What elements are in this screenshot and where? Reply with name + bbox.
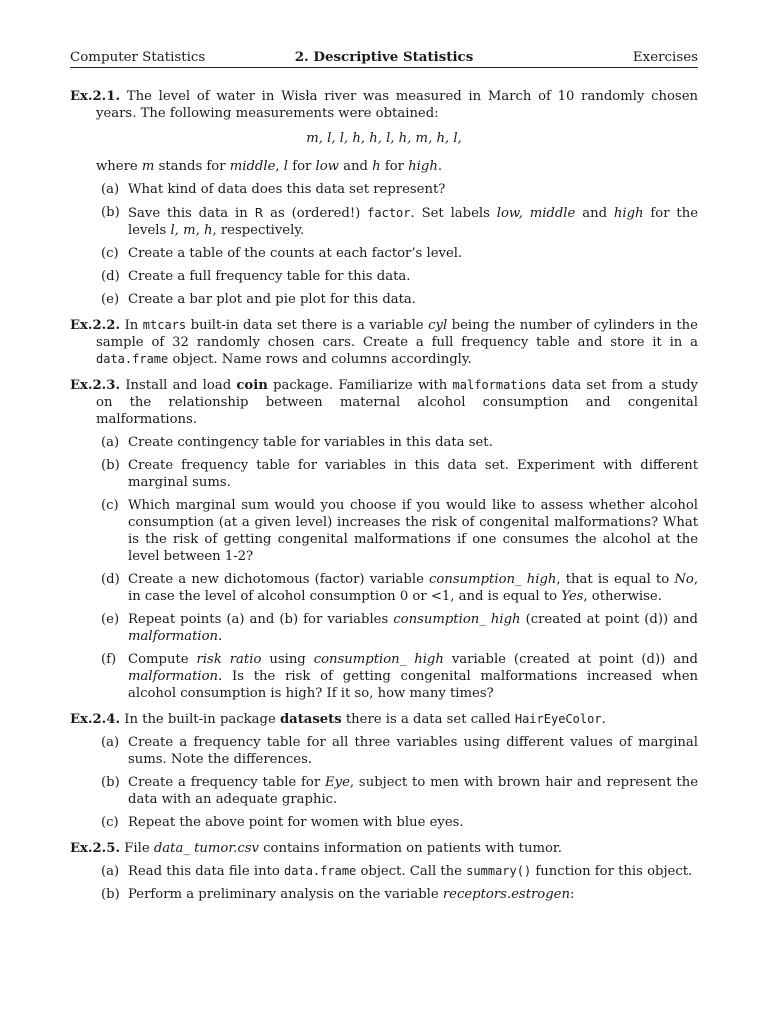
exercise-number: Ex.2.5. — [70, 841, 121, 856]
subtask-e: (e) Create a bar plot and pie plot for this data. — [101, 292, 416, 307]
subtask-b: (b) Perform a preliminary analysis on the variable receptors.estrogen: — [101, 887, 575, 902]
header-section: Exercises — [632, 50, 698, 65]
subtask-a: (a) Create a frequency table for all three variables using different values of marginal sums. Note the differences. — [101, 735, 698, 767]
subtask-b: (b) Create a frequency table for Eye, subject to men with brown hair and represent the data with an adequate graphic. — [101, 775, 698, 807]
exercise-number: Ex.2.2. — [70, 318, 121, 333]
exercise-number: Ex.2.4. — [70, 712, 121, 727]
measurement-data: m, l, l, h, h, l, h, m, h, l, — [306, 131, 462, 146]
exercise-intro: Ex.2.4. In the built-in package datasets there is a data set called HairEyeColor. — [70, 712, 606, 727]
exercise-2-5 — [70, 840, 698, 903]
subtask-c: (c) Which marginal sum would you choose if you would like to assess whether alcohol consumption (at a given level) increases the risk of congenital malformations? What is the risk of getting congenital malformations if one consumes the alcohol at the level between 1-2? — [101, 498, 698, 564]
header-course: Computer Statistics — [70, 50, 206, 65]
notation-note: where m stands for middle, l for low and h for high. — [96, 159, 443, 174]
subtask-b: (b) Create frequency table for variables in this data set. Experiment with different marginal sums. — [101, 458, 698, 490]
exercise-intro: Ex.2.3. Install and load coin package. Familiarize with malformations data set from a study on the relationship between maternal alcohol consumption and congenital malformations. — [70, 378, 699, 427]
subtask-d: (d) Create a new dichotomous (factor) variable consumption_ high, that is equal to No, in case the level of alcohol consumption 0 or <1, and is equal to Yes, otherwise. — [101, 572, 699, 604]
exercise-2-3 — [70, 377, 698, 702]
subtask-list — [70, 863, 698, 903]
exercise-intro: Ex.2.2. In mtcars built-in data set there is a variable cyl being the number of cylinders in the sample of 32 randomly chosen cars. Create a full frequency table and store it in a data.frame object. Name rows and columns accordingly. — [70, 318, 698, 367]
subtask-list — [70, 181, 698, 308]
exercise-2-1 — [70, 88, 698, 308]
subtask-a: (a) Create contingency table for variables in this data set. — [101, 435, 493, 450]
subtask-b: (b) Save this data in R as (ordered!) factor. Set labels low, middle and high for the levels l, m, h, respectively. — [101, 205, 699, 238]
subtask-c: (c) Create a table of the counts at each factor’s level. — [101, 246, 463, 261]
subtask-a: (a) Read this data file into data.frame object. Call the summary() function for this object. — [101, 864, 693, 879]
exercise-intro: Ex.2.1. The level of water in Wisła river was measured in March of 10 randomly chosen years. The following measurements were obtained: — [70, 89, 698, 121]
subtask-e: (e) Repeat points (a) and (b) for variables consumption_ high (created at point (d)) and malformation. — [101, 612, 698, 644]
subtask-d: (d) Create a full frequency table for this data. — [101, 269, 411, 284]
subtask-a: (a) What kind of data does this data set represent? — [101, 182, 446, 197]
exercise-intro: Ex.2.5. File data_ tumor.csv contains information on patients with tumor. — [70, 841, 562, 856]
exercise-2-2 — [70, 317, 698, 368]
header-chapter-title: 2. Descriptive Statistics — [294, 49, 474, 65]
subtask-f: (f) Compute risk ratio using consumption_ high variable (created at point (d)) and malformation. Is the risk of getting congenital malformations increased when alcohol consumption is high? If it so, how many times? — [101, 652, 698, 701]
subtask-c: (c) Repeat the above point for women with blue eyes. — [101, 815, 464, 830]
page-header — [70, 49, 698, 68]
exercise-list — [70, 88, 698, 912]
exercise-number: Ex.2.1. — [70, 89, 121, 104]
subtask-list — [70, 434, 698, 702]
exercise-number: Ex.2.3. — [70, 378, 121, 393]
subtask-list — [70, 734, 698, 831]
exercise-2-4 — [70, 711, 698, 831]
